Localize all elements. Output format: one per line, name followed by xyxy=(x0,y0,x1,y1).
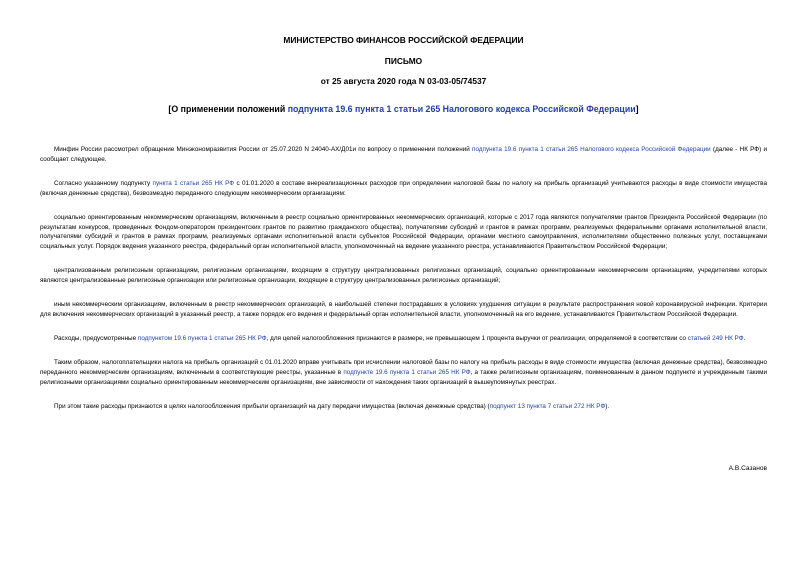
paragraph-7: Таким образом, налогоплательщики налога на прибыль организаций с 01.01.2020 вправе учитывать при исчислении налоговой базы по налогу на прибыль расходы в виде стоимости имущества (включая денежные средства), безвозмездно переданного некоммерческим организациям, включенным в соответствующие реестры, указанные в подпункте 19.6 пункта 1 статьи 265 НК РФ, а также религиозным организациям, поименованным в данном подпункте и учрежденным такими религиозными организациями социально ориентированным некоммерческим организациям, вне зависимости от нахождения таких организаций в вышеупомянутых реестрах. xyxy=(40,358,767,386)
paragraph-8: При этом такие расходы признаются в целях налогообложения прибыли организаций на дату передачи имущества (включая денежные средства) (подпункт 13 пункта 7 статьи 272 НК РФ). xyxy=(54,402,610,410)
subject-link[interactable]: подпункта 19.6 пункта 1 статьи 265 Налогового кодекса Российской Федерации xyxy=(287,104,636,114)
law-link[interactable]: подпункте 19.6 пункта 1 статьи 265 НК РФ xyxy=(343,368,471,376)
law-link[interactable]: подпунктом 19.6 пункта 1 статьи 265 НК РФ xyxy=(137,334,267,342)
document-date-number: от 25 августа 2020 года N 03-03-05/74537 xyxy=(320,76,487,86)
document-subject xyxy=(0,104,807,114)
subject-close: ] xyxy=(635,104,639,114)
letter-body xyxy=(40,145,767,425)
paragraph-6: Расходы, предусмотренные подпунктом 19.6 пункта 1 статьи 265 НК РФ, для целей налогообложения признаются в размере, не превышающем 1 процента выручки от реализации, определяемой в соответствии со статьей 249 НК РФ. xyxy=(54,334,746,342)
signature: А.В.Сазанов xyxy=(728,465,767,472)
subject-open: [О применении положений xyxy=(168,104,288,114)
paragraph-4: централизованным религиозным организациям, религиозным организациям, входящим в структуру централизованных религиозных организаций, социально ориентированным некоммерческим организациям, учредителями которых являются централизованные религиозные организации или религиозные организации, входящие в структуру централизованных религиозных организаций; xyxy=(40,267,767,285)
law-link[interactable]: статьей 249 НК РФ xyxy=(687,334,744,342)
document-type: ПИСЬМО xyxy=(384,56,423,66)
paragraph-3: социально ориентированным некоммерческим организациям, включенным в реестр социально ориентированных некоммерческих организаций, которые с 2017 года являются получателями грантов Президента Российской Федерации (по результатам конкурсов, проведенных Фондом-оператором президентских грантов по развитию гражданского общества), получателями субсидий и грантов в рамках программ, реализуемых федеральными органами исполнительной власти, получателями субсидий и грантов в рамках программ, реализуемых органами исполнительной власти субъектов Российской Федерации, органами местного самоуправления, исполнителями общественно полезных услуг, поставщиками социальных услуг. Порядок ведения указанного реестра, федеральный орган исполнительной власти, уполномоченный на ведение указанного реестра, устанавливаются Правительством Российской Федерации; xyxy=(40,213,767,251)
paragraph-1: Минфин России рассмотрел обращение Минэкономразвития России от 25.07.2020 N 24040-АХ/Д01и по вопросу о применении положений подпункта 19.6 пункта 1 статьи 265 Налогового кодекса Российской Федерации (далее - НК РФ) и сообщает следующее. xyxy=(40,146,767,163)
law-link[interactable]: подпункт 13 пункта 7 статьи 272 НК РФ xyxy=(489,402,606,410)
law-link[interactable]: пункта 1 статьи 265 НК РФ xyxy=(152,179,235,187)
law-link[interactable]: подпункта 19.6 пункта 1 статьи 265 Налогового кодекса Российской Федерации xyxy=(472,146,711,153)
paragraph-2: Согласно указанному подпункту пункта 1 статьи 265 НК РФ с 01.01.2020 в составе внереализационных расходов при определении налоговой базы по налогу на прибыль организаций учитываются расходы в виде стоимости имущества (включая денежные средства), безвозмездно переданного следующим некоммерческим организациям: xyxy=(40,179,767,197)
paragraph-5: иным некоммерческим организациям, включенным в реестр некоммерческих организаций, в наибольшей степени пострадавших в условиях ухудшения ситуации в результате распространения новой коронавирусной инфекции. Критерии для включения некоммерческих организаций в указанный реестр, а также порядок его ведения и федеральный орган исполнительной власти, уполномоченный на его ведение, устанавливаются Правительством Российской Федерации. xyxy=(40,301,767,318)
ministry-title: МИНИСТЕРСТВО ФИНАНСОВ РОССИЙСКОЙ ФЕДЕРАЦИИ xyxy=(283,35,524,45)
